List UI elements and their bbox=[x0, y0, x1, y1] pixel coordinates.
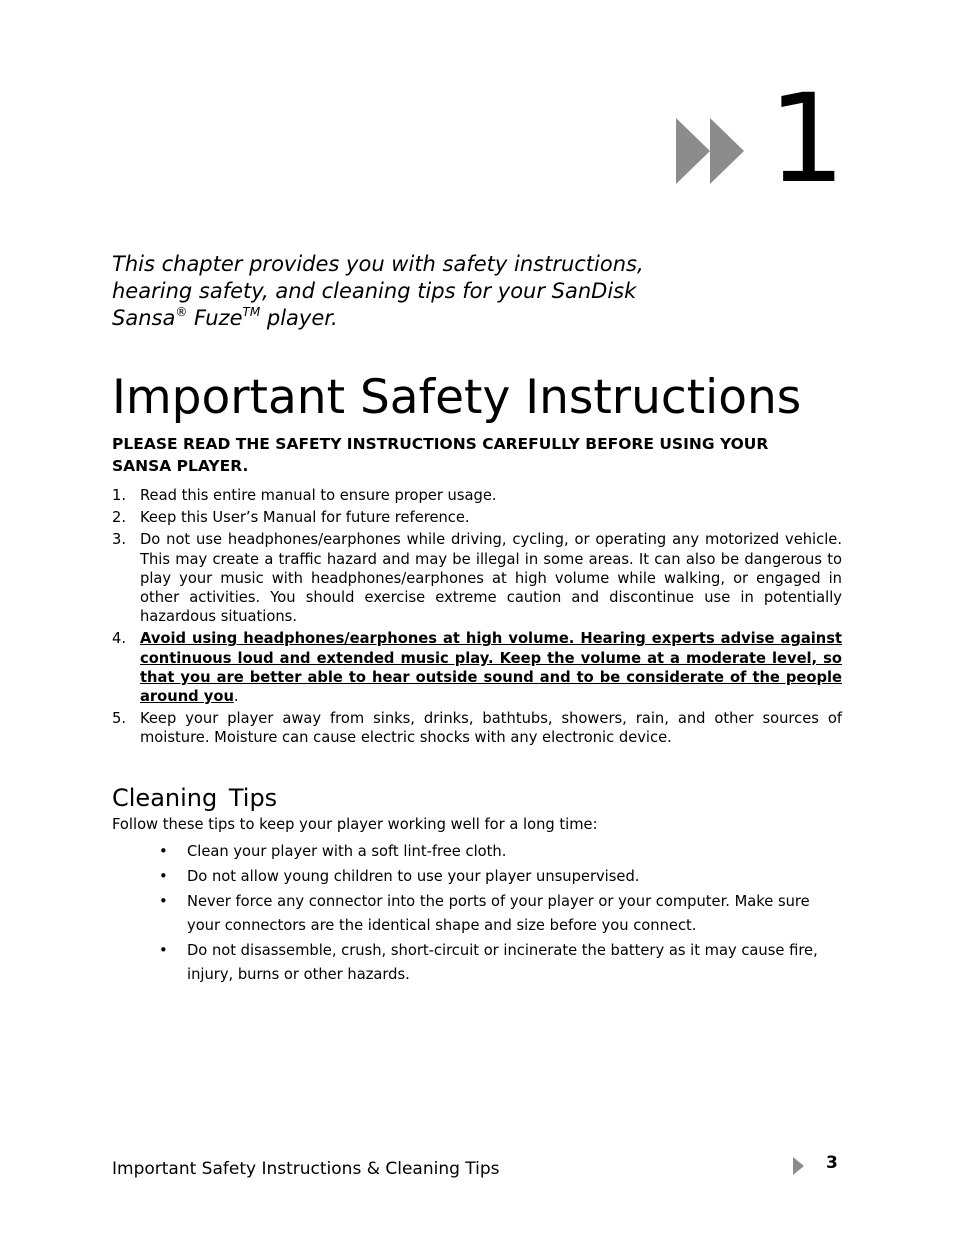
item-number: 1. bbox=[112, 487, 127, 504]
item-text: Keep this User’s Manual for future reference. bbox=[140, 509, 470, 527]
product-name: Fuze bbox=[194, 306, 243, 330]
trademark-mark: TM bbox=[242, 305, 261, 319]
cleaning-tips-list bbox=[159, 840, 839, 988]
list-item bbox=[159, 865, 839, 889]
intro-line-1: This chapter provides you with safety instructions, bbox=[112, 252, 644, 276]
item-number: 4. bbox=[112, 630, 127, 648]
list-item bbox=[112, 629, 842, 706]
bullet: • bbox=[159, 868, 168, 885]
tip-text: Do not disassemble, crush, short-circuit or incinerate the battery as it may cause fire, injury, burns or other hazards. bbox=[187, 942, 818, 983]
intro-tail: player. bbox=[266, 306, 338, 330]
safety-subheading: PLEASE READ THE SAFETY INSTRUCTIONS CAREFULLY BEFORE USING YOUR SANSA PLAYER. bbox=[112, 435, 769, 475]
item-number: 3. bbox=[112, 531, 127, 549]
item-number: 2. bbox=[112, 509, 127, 527]
intro-line-3 bbox=[112, 305, 702, 332]
item-text: Read this entire manual to ensure proper usage. bbox=[140, 487, 497, 504]
cleaning-tips-lead: Follow these tips to keep your player working well for a long time: bbox=[112, 816, 598, 833]
cleaning-tips-heading: Cleaning Tips bbox=[112, 784, 278, 812]
volume-warning: Avoid using headphones/earphones at high volume. Hearing experts advise against continuous loud and extended music play. Keep the volume at a moderate level, so that you are better able to hear outside sound and to be considerate of the people around you bbox=[140, 630, 842, 706]
item-text: Keep your player away from sinks, drinks, bathtubs, showers, rain, and other sources of moisture. Moisture can cause electric shocks with any electronic device. bbox=[140, 710, 842, 747]
chapter-intro bbox=[112, 251, 702, 332]
list-item bbox=[112, 486, 842, 505]
list-item bbox=[112, 709, 842, 747]
bullet: • bbox=[159, 942, 168, 959]
list-item bbox=[159, 939, 839, 987]
brand-name: Sansa bbox=[112, 306, 176, 330]
list-item bbox=[112, 508, 842, 527]
safety-instructions-list bbox=[112, 486, 842, 751]
bullet: • bbox=[159, 893, 168, 910]
play-arrow-icon bbox=[793, 1157, 804, 1175]
item-text: Do not use headphones/earphones while driving, cycling, or operating any motorized vehicle. This may create a traffic hazard and may be illegal in some areas. It can also be dangerous to play your music with headphones/earphones at high volume while walking, or engaged in other activities. You should exercise extreme caution and discontinue use in potentially hazardous situations. bbox=[140, 531, 842, 626]
chapter-number: 1 bbox=[768, 68, 846, 210]
item-number: 5. bbox=[112, 710, 127, 728]
item-tail: . bbox=[233, 688, 239, 706]
tip-text: Do not allow young children to use your player unsupervised. bbox=[187, 868, 640, 885]
page-number: 3 bbox=[826, 1153, 838, 1173]
intro-line-2: hearing safety, and cleaning tips for your SanDisk bbox=[112, 279, 637, 303]
registered-mark: ® bbox=[175, 305, 188, 319]
list-item bbox=[112, 530, 842, 626]
fast-forward-icon bbox=[676, 118, 746, 184]
tip-text: Clean your player with a soft lint-free cloth. bbox=[187, 843, 507, 860]
list-item bbox=[159, 840, 839, 864]
list-item bbox=[159, 890, 839, 938]
chapter-marker bbox=[676, 68, 846, 210]
page-title: Important Safety Instructions bbox=[112, 370, 802, 425]
tip-text: Never force any connector into the ports of your player or your computer. Make sure your connectors are the identical shape and size before you connect. bbox=[187, 893, 810, 934]
bullet: • bbox=[159, 843, 168, 860]
footer-section-title: Important Safety Instructions & Cleaning Tips bbox=[112, 1159, 500, 1179]
